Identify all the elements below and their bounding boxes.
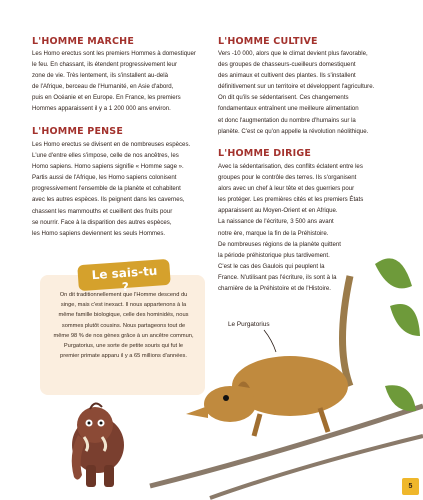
mammoth-illustration — [60, 395, 140, 495]
text-line: des animaux et cultivent des plantes. Ils s'installent — [218, 72, 356, 80]
text-line: Avec la sédentarisation, des conflits éclatent entre les — [218, 163, 363, 170]
heading-homme-cultive: L'HOMME CULTIVE — [218, 36, 318, 47]
text-line: et donc l'augmentation du nombre d'humains sur la — [218, 116, 356, 124]
paragraph-homme-marche — [32, 48, 204, 115]
text-line: progressivement l'ensemble de la planète et cohabitent — [32, 185, 181, 193]
text-line: On dit traditionnellement que l'Homme descend du — [59, 292, 188, 298]
text-line: groupes pour le contrôle des terres. Ils s'organisent — [218, 174, 357, 182]
text-line: La naissance de l'écriture, 3 500 ans avant — [218, 218, 334, 226]
text-line: les protéger. Les premières cités et les premiers États — [218, 196, 364, 204]
text-line: des groupes de chasseurs-cueilleurs domestiquent — [218, 61, 356, 69]
text-line: même 98 % de nos gènes grâce à un ancêtre commun, — [53, 332, 194, 339]
heading-homme-dirige: L'HOMME DIRIGE — [218, 148, 312, 159]
text-line: premier primate apparu il y a 65 millions d'années. — [60, 353, 187, 360]
paragraph-homme-pense — [32, 139, 204, 239]
text-line: définitivement sur un territoire et développent l'agriculture. — [218, 83, 375, 91]
paragraph-homme-cultive — [218, 48, 403, 137]
text-line: Les Homo erectus sont les premiers Hommes à domestiquer — [32, 50, 196, 57]
purgatorius-illustration — [150, 236, 423, 500]
page-number: 5 — [402, 478, 419, 495]
text-line: charnière de la Préhistoire et de l'Histoire. — [218, 285, 331, 293]
text-line: Vers -10 000, alors que le climat devient plus favorable, — [218, 50, 368, 57]
heading-homme-marche: L'HOMME MARCHE — [32, 36, 135, 47]
text-line: puis en Océanie et en Europe. En France, les premiers — [32, 94, 181, 102]
text-line: L'une d'entre elles s'impose, celle de nos ancêtres, les — [32, 152, 179, 160]
heading-homme-pense: L'HOMME PENSE — [32, 126, 124, 137]
did-you-know-title: Le sais-tu ? — [91, 263, 158, 295]
text-line: Les Homo erectus se divisent en de nombreuses espèces. — [32, 141, 191, 148]
text-line: sommes plutôt cousins. Nous partageons tout de — [61, 322, 186, 329]
text-line: C'est le cas des Gaulois qui peuplent la — [218, 262, 325, 270]
text-line: singe, mais c'est inexact. Il nous appartenons à la — [60, 302, 187, 309]
text-line: Hommes apparaissent il y a 1 200 000 ans environ. — [32, 105, 171, 113]
text-line: alors avec un chef à leur tête et des guerriers pour — [218, 185, 355, 193]
text-line: apparaissent au Moyen-Orient et en Afrique. — [218, 207, 338, 215]
text-line: avec les autres espèces. Ils peignent dans les cavernes, — [32, 196, 185, 204]
text-line: France. N'utilisant pas l'écriture, ils sont à la — [218, 273, 337, 281]
text-line: Partis aussi de l'Afrique, les Homo sapiens colonisent — [32, 174, 177, 182]
purgatorius-caption: Le Purgatorius — [228, 321, 270, 328]
text-line: chassent les mammouths et cueillent des fruits pour — [32, 207, 173, 215]
text-line: la période préhistorique plus tardivement. — [218, 251, 330, 259]
text-line: Homo sapiens. Homo sapiens signifie « Homme sage ». — [32, 163, 184, 171]
text-line: notre ère, marque la fin de la Préhistoire. — [218, 229, 329, 237]
text-line: les Homo sapiens deviennent les seuls Hommes. — [32, 229, 166, 237]
text-line: Purgatorius, une sorte de petite souris qui fut le — [63, 343, 184, 350]
text-line: de l'Afrique, berceau de l'Humanité, en Asie d'abord, — [32, 83, 174, 91]
text-line: De nombreuses régions de la planète quittent — [218, 240, 341, 248]
text-line: On dit qu'ils se sédentarisent. Ces changements — [218, 94, 349, 102]
text-line: zone de vie. Très lentement, ils s'installent au-delà — [32, 72, 168, 80]
text-line: fondamentaux entraînent une meilleure alimentation — [218, 105, 359, 113]
text-line: se nourrir. Face à la disparition des autres espèces, — [32, 218, 172, 226]
text-line: planète. C'est ce qu'on appelle la révolution néolithique. — [218, 127, 369, 135]
text-line: le feu. En chassant, ils étendent progressivement leur — [32, 61, 177, 69]
text-line: même famille biologique, celle des hominidés, nous — [58, 312, 189, 319]
